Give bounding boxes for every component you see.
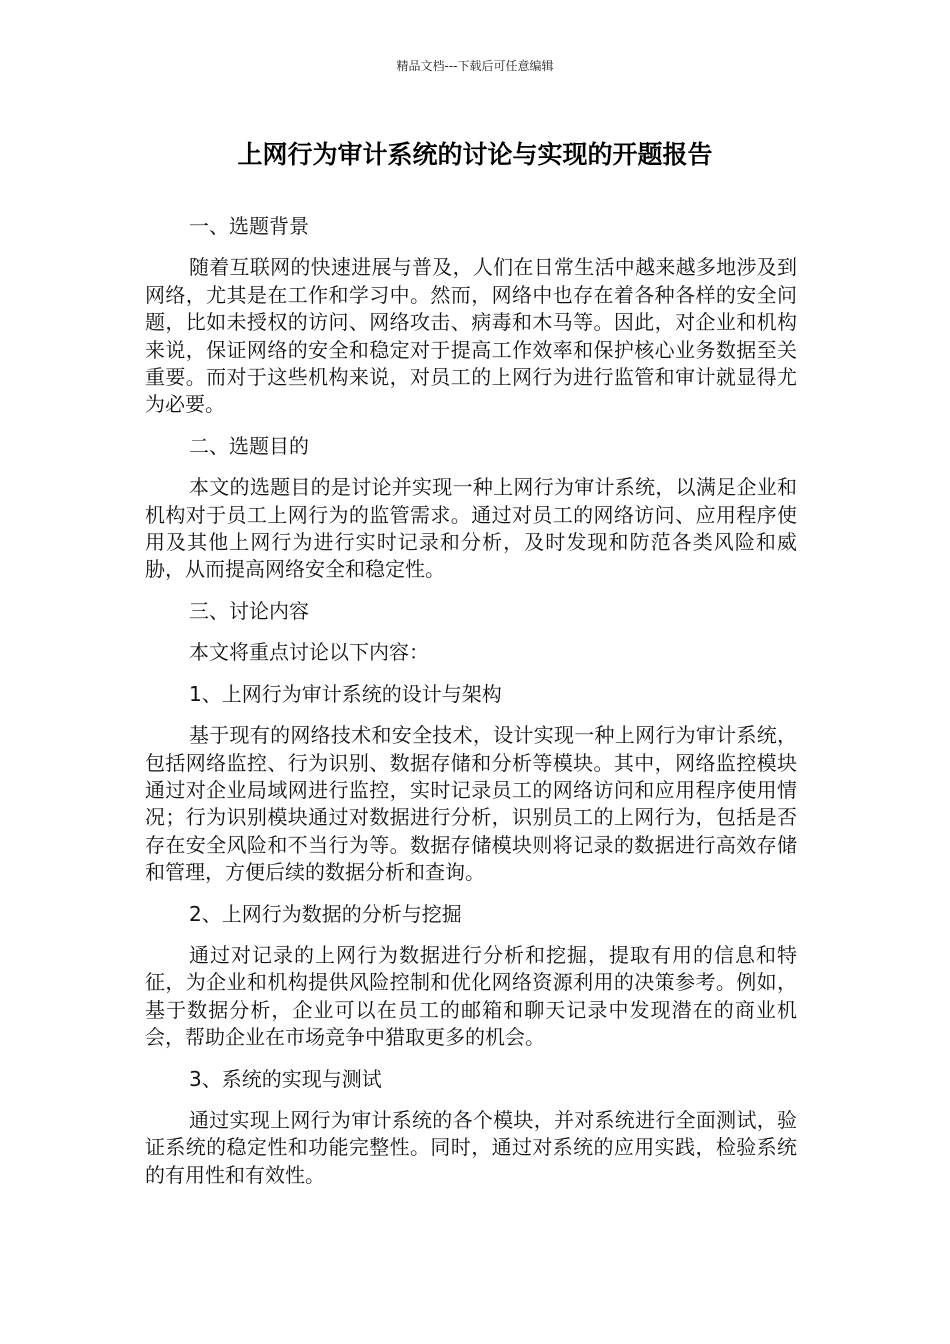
section-heading-background: 一、选题背景 [189, 214, 309, 238]
document-title: 上网行为审计系统的讨论与实现的开题报告 [237, 140, 713, 169]
paragraph-implementation: 通过实现上网行为审计系统的各个模块，并对系统进行全面测试，验证系统的稳定性和功能完整性。同时，通过对系统的应用实践，检验系统的有用性和有效性。 [145, 1107, 797, 1187]
section-heading-purpose: 二、选题目的 [189, 433, 309, 458]
paragraph-content-intro: 本文将重点讨论以下内容： [189, 640, 429, 665]
item-heading-analysis: 2、上网行为数据的分析与挖掘 [189, 901, 462, 926]
paragraph-purpose: 本文的选题目的是讨论并实现一种上网行为审计系统，以满足企业和机构对于员工上网行为的监管需求。通过对员工的网络访问、应用程序使用及其他上网行为进行实时记录和分析，及时发现和防范各类风险和威胁，从而提高网络安全和稳定性。 [145, 475, 797, 582]
document-body [145, 213, 797, 1203]
paragraph-analysis: 通过对记录的上网行为数据进行分析和挖掘，提取有用的信息和特征，为企业和机构提供风险控制和优化网络资源利用的决策参考。例如，基于数据分析，企业可以在员工的邮箱和聊天记录中发现潜在的商业机会，帮助企业在市场竞争中猎取更多的机会。 [145, 942, 797, 1050]
item-heading-implementation: 3、系统的实现与测试 [189, 1066, 382, 1091]
section-heading-content: 三、讨论内容 [189, 598, 309, 623]
header-note: 精品文档---下载后可任意编辑 [396, 59, 554, 73]
item-heading-design: 1、上网行为审计系统的设计与架构 [189, 681, 502, 706]
paragraph-design: 基于现有的网络技术和安全技术，设计实现一种上网行为审计系统，包括网络监控、行为识别、数据存储和分析等模块。其中，网络监控模块通过对企业局域网进行监控，实时记录员工的网络访问和应用程序使用情况；行为识别模块通过对数据进行分析，识别员工的上网行为，包括是否存在安全风险和不当行为等。数据存储模块则将记录的数据进行高效存储和管理，方便后续的数据分析和查询。 [145, 723, 797, 885]
paragraph-background: 随着互联网的快速进展与普及，人们在日常生活中越来越多地涉及到网络，尤其是在工作和学习中。然而，网络中也存在着各种各样的安全问题，比如未授权的访问、网络攻击、病毒和木马等。因此，对企业和机构来说，保证网络的安全和稳定对于提高工作效率和保护核心业务数据至关重要。而对于这些机构来说，对员工的上网行为进行监管和审计就显得尤为必要。 [145, 255, 797, 417]
